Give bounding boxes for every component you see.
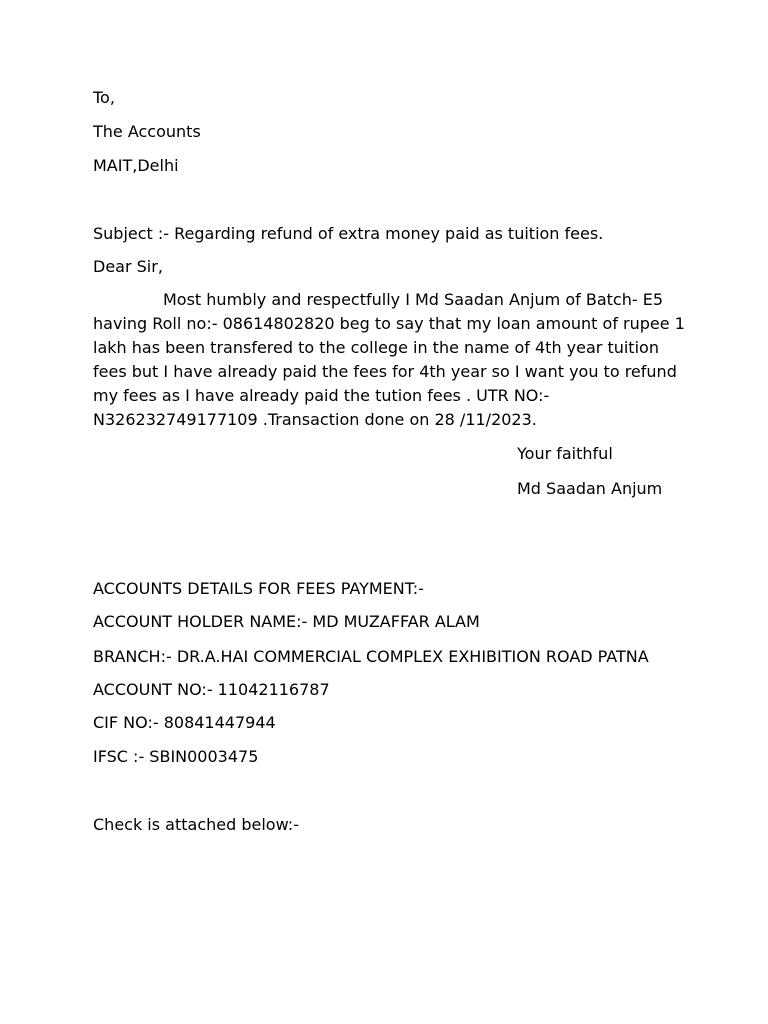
letter-signature: Md Saadan Anjum (517, 479, 663, 498)
letter-closing: Your faithful (517, 444, 613, 463)
letter-subject: Subject :- Regarding refund of extra money paid as tuition fees. (93, 224, 604, 243)
address-institution: MAIT,Delhi (93, 156, 179, 175)
body-line: lakh has been transfered to the college in the name of 4th year tuition (93, 338, 659, 357)
account-branch: BRANCH:- DR.A.HAI COMMERCIAL COMPLEX EXHIBITION ROAD PATNA (93, 647, 649, 666)
letter-body (93, 288, 685, 432)
letter-salutation: Dear Sir, (93, 257, 163, 276)
body-line: Most humbly and respectfully I Md Saadan Anjum of Batch- E5 (163, 290, 663, 309)
account-details-heading: ACCOUNTS DETAILS FOR FEES PAYMENT:- (93, 579, 424, 598)
attachment-note: Check is attached below:- (93, 815, 299, 834)
address-recipient: The Accounts (93, 122, 201, 141)
body-line: fees but I have already paid the fees for 4th year so I want you to refund (93, 362, 677, 381)
address-to: To, (93, 88, 115, 107)
account-holder-name: ACCOUNT HOLDER NAME:- MD MUZAFFAR ALAM (93, 612, 480, 631)
body-line: having Roll no:- 08614802820 beg to say that my loan amount of rupee 1 (93, 314, 685, 333)
cif-number: CIF NO:- 80841447944 (93, 713, 276, 732)
ifsc-code: IFSC :- SBIN0003475 (93, 747, 259, 766)
body-line: N326232749177109 .Transaction done on 28 /11/2023. (93, 410, 537, 429)
body-line: my fees as I have already paid the tution fees . UTR NO:- (93, 386, 550, 405)
account-number: ACCOUNT NO:- 11042116787 (93, 680, 330, 699)
